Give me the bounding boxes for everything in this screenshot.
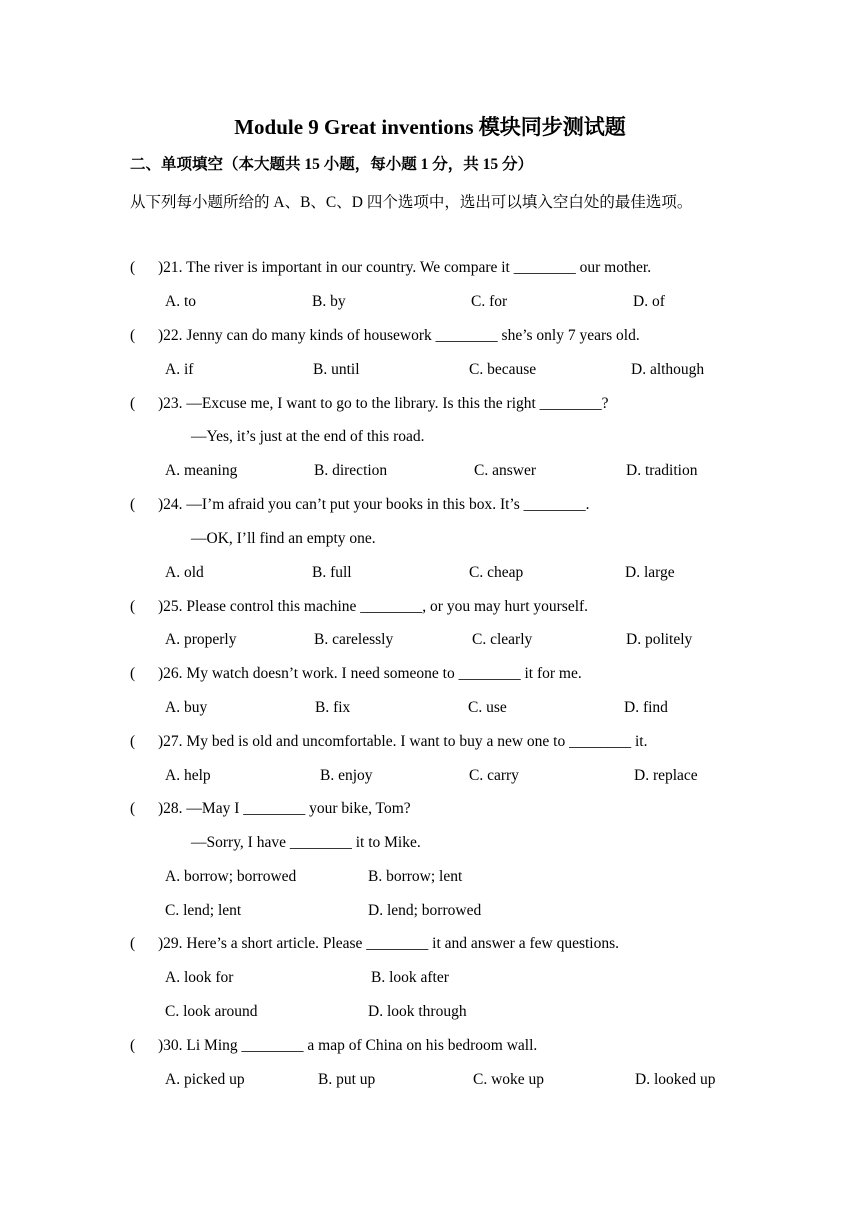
answer-paren: ( [130, 496, 136, 513]
option-a: A. look for [165, 969, 234, 986]
question-text: )29. Here’s a short article. Please ________ it and answer a few questions. [158, 935, 619, 952]
option-a: A. meaning [165, 462, 238, 479]
question-text: )23. —Excuse me, I want to go to the library. Is this the right ________? [158, 395, 609, 412]
option-d: D. replace [634, 767, 698, 784]
option-a: A. buy [165, 699, 208, 716]
option-d: D. large [625, 564, 675, 581]
option-a: A. if [165, 361, 194, 378]
option-a: A. properly [165, 631, 237, 648]
question-22 [130, 325, 640, 347]
question-reply: —Sorry, I have ________ it to Mike. [191, 834, 421, 851]
option-d: D. look through [368, 1003, 467, 1020]
option-c: C. for [471, 293, 508, 310]
question-text: )21. The river is important in our country. We compare it ________ our mother. [158, 259, 652, 276]
question-text: )24. —I’m afraid you can’t put your books in this box. It’s ________. [158, 496, 590, 513]
option-c: C. clearly [472, 631, 533, 648]
option-d: D. of [633, 293, 665, 310]
option-b: B. direction [314, 462, 388, 479]
option-a: A. to [165, 293, 196, 310]
option-c: C. look around [165, 1003, 258, 1020]
option-a: A. borrow; borrowed [165, 868, 297, 885]
answer-paren: ( [130, 733, 136, 750]
option-d: D. looked up [635, 1071, 716, 1088]
question-text: )22. Jenny can do many kinds of housework ________ she’s only 7 years old. [158, 327, 640, 344]
option-b: B. fix [315, 699, 351, 716]
section-heading: 二、单项填空（本大题共 15 小题，每小题 1 分，共 15 分） [130, 156, 534, 173]
answer-paren: ( [130, 395, 136, 412]
question-26 [130, 663, 582, 685]
option-d: D. tradition [626, 462, 698, 479]
instructions: 从下列每小题所给的 A、B、C、D 四个选项中，选出可以填入空白处的最佳选项。 [130, 194, 693, 211]
question-reply: —Yes, it’s just at the end of this road. [191, 428, 425, 445]
answer-paren: ( [130, 935, 136, 952]
option-b: B. look after [371, 969, 449, 986]
option-b: B. enjoy [320, 767, 373, 784]
answer-paren: ( [130, 665, 136, 682]
option-b: B. until [313, 361, 360, 378]
question-text: )25. Please control this machine ________, or you may hurt yourself. [158, 598, 589, 615]
answer-paren: ( [130, 800, 136, 817]
option-d: D. lend; borrowed [368, 902, 482, 919]
option-a: A. picked up [165, 1071, 245, 1088]
question-30 [130, 1035, 537, 1057]
option-b: B. by [312, 293, 346, 310]
option-c: C. lend; lent [165, 902, 242, 919]
question-text: )26. My watch doesn’t work. I need someone to ________ it for me. [158, 665, 582, 682]
question-text: )27. My bed is old and uncomfortable. I want to buy a new one to ________ it. [158, 733, 648, 750]
answer-paren: ( [130, 259, 136, 276]
page-title: Module 9 Great inventions 模块同步测试题 [234, 115, 626, 139]
option-b: B. carelessly [314, 631, 394, 648]
answer-paren: ( [130, 1037, 136, 1054]
option-c: C. use [468, 699, 507, 716]
question-28 [130, 798, 411, 820]
question-text: )30. Li Ming ________ a map of China on his bedroom wall. [158, 1037, 538, 1054]
question-23 [130, 393, 609, 415]
question-25 [130, 596, 588, 618]
question-24 [130, 494, 590, 516]
option-a: A. old [165, 564, 204, 581]
option-c: C. woke up [473, 1071, 545, 1088]
question-21 [130, 257, 651, 279]
option-c: C. answer [474, 462, 536, 479]
question-29 [130, 933, 619, 955]
option-d: D. although [631, 361, 705, 378]
option-d: D. politely [626, 631, 693, 648]
option-d: D. find [624, 699, 668, 716]
question-27 [130, 731, 647, 753]
option-c: C. cheap [469, 564, 524, 581]
question-text: )28. —May I ________ your bike, Tom? [158, 800, 411, 817]
option-c: C. carry [469, 767, 519, 784]
answer-paren: ( [130, 327, 136, 344]
option-b: B. put up [318, 1071, 376, 1088]
option-b: B. borrow; lent [368, 868, 463, 885]
option-a: A. help [165, 767, 211, 784]
option-c: C. because [469, 361, 537, 378]
option-b: B. full [312, 564, 352, 581]
answer-paren: ( [130, 598, 136, 615]
question-reply: —OK, I’ll find an empty one. [191, 530, 376, 547]
